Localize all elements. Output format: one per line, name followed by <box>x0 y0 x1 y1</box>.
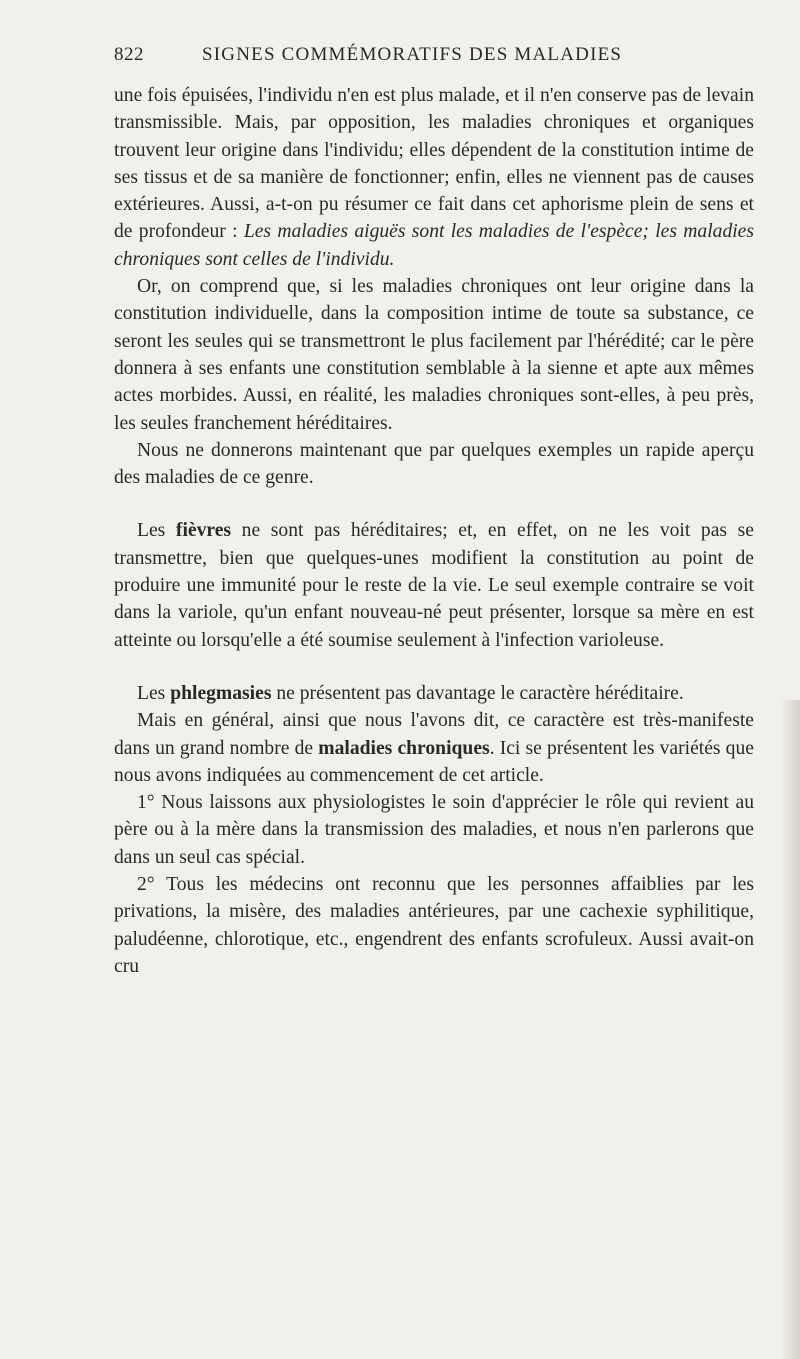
paragraph-fievres <box>114 517 754 653</box>
paragraph-1-text: une fois épuisées, l'individu n'en est plus malade, et il n'en conserve pas de levain transmissible. Mais, par opposition, les maladies chroniques et organiques trouvent leur origine dans l'individu; elles dépendent de la constitution intime de ses tissus et de sa manière de fonctionner; enfin, elles ne viennent pas de causes extérieures. Aussi, a-t-on pu résumer ce fait dans cet aphorisme plein de sens et de profondeur : <box>114 85 754 243</box>
paragraph-item-1: 1° Nous laissons aux physiologistes le soin d'apprécier le rôle qui revient au père ou à la mère dans la transmission des maladies, et nous n'en parlerons que dans un seul cas spécial. <box>114 792 754 868</box>
paragraph-chroniques <box>114 707 754 789</box>
term-phlegmasies: phlegmasies <box>170 682 272 704</box>
paragraph-phlegmasies-lead: Les <box>137 682 171 704</box>
paragraph-phlegmasies-text: ne présentent pas davantage le caractère héréditaire. <box>271 682 684 704</box>
body-text <box>114 82 754 980</box>
paragraph-item-2: 2° Tous les médecins ont reconnu que les personnes affaiblies par les privations, la misère, des maladies antérieures, par une cachexie syphilitique, paludéenne, chlorotique, etc., engendrent des enfants scrofuleux. Aussi avait-on cru <box>114 874 754 977</box>
term-fievres: fièvres <box>175 520 232 542</box>
paragraph-fievres-lead: Les <box>137 520 176 542</box>
page-edge-shadow <box>780 700 800 1359</box>
paragraph-chroniques-text: . Ici se présentent les variétés que nous avons indiquées au commencement de cet article. <box>114 737 754 786</box>
paragraph-2: Or, on comprend que, si les maladies chroniques ont leur origine dans la constitution individuelle, dans la composition intime de toute sa substance, ce seront les seules qui se transmettront le plus facilement par l'hérédité; car le père donnera à ses enfants une constitution semblable à la sienne et apte aux mêmes actes morbides. Aussi, en réalité, les maladies chroniques sont-elles, à peu près, les seules franchement héréditaires. <box>114 276 754 434</box>
paragraph-fievres-text: ne sont pas héréditaires; et, en effet, on ne les voit pas se transmettre, bien que quelques-unes modifient la constitution au point de produire une immunité pour le reste de la vie. Le seul exemple contraire se voit dans la variole, qu'un enfant nouveau-né peut présenter, lorsque sa mère en est atteinte ou lorsqu'elle a été soumise seulement à l'infection varioleuse. <box>114 520 754 651</box>
term-maladies-chroniques: maladies chroniques <box>318 737 490 759</box>
running-header <box>114 44 754 70</box>
paragraph-1 <box>114 82 754 273</box>
paragraph-3: Nous ne donnerons maintenant que par quelques exemples un rapide aperçu des maladies de ce genre. <box>114 439 754 489</box>
paragraph-phlegmasies <box>114 680 754 707</box>
page-number: 822 <box>114 44 144 65</box>
paragraph-chroniques-lead: Mais en général, ainsi que nous l'avons dit, ce caractère est très-manifeste dans un grand nombre de <box>114 710 754 759</box>
aphorism-quote: Les maladies aiguës sont les maladies de l'espèce; les maladies chroniques sont celles de l'individu. <box>114 221 755 270</box>
running-title: SIGNES COMMÉMORATIFS DES MALADIES <box>202 44 623 65</box>
